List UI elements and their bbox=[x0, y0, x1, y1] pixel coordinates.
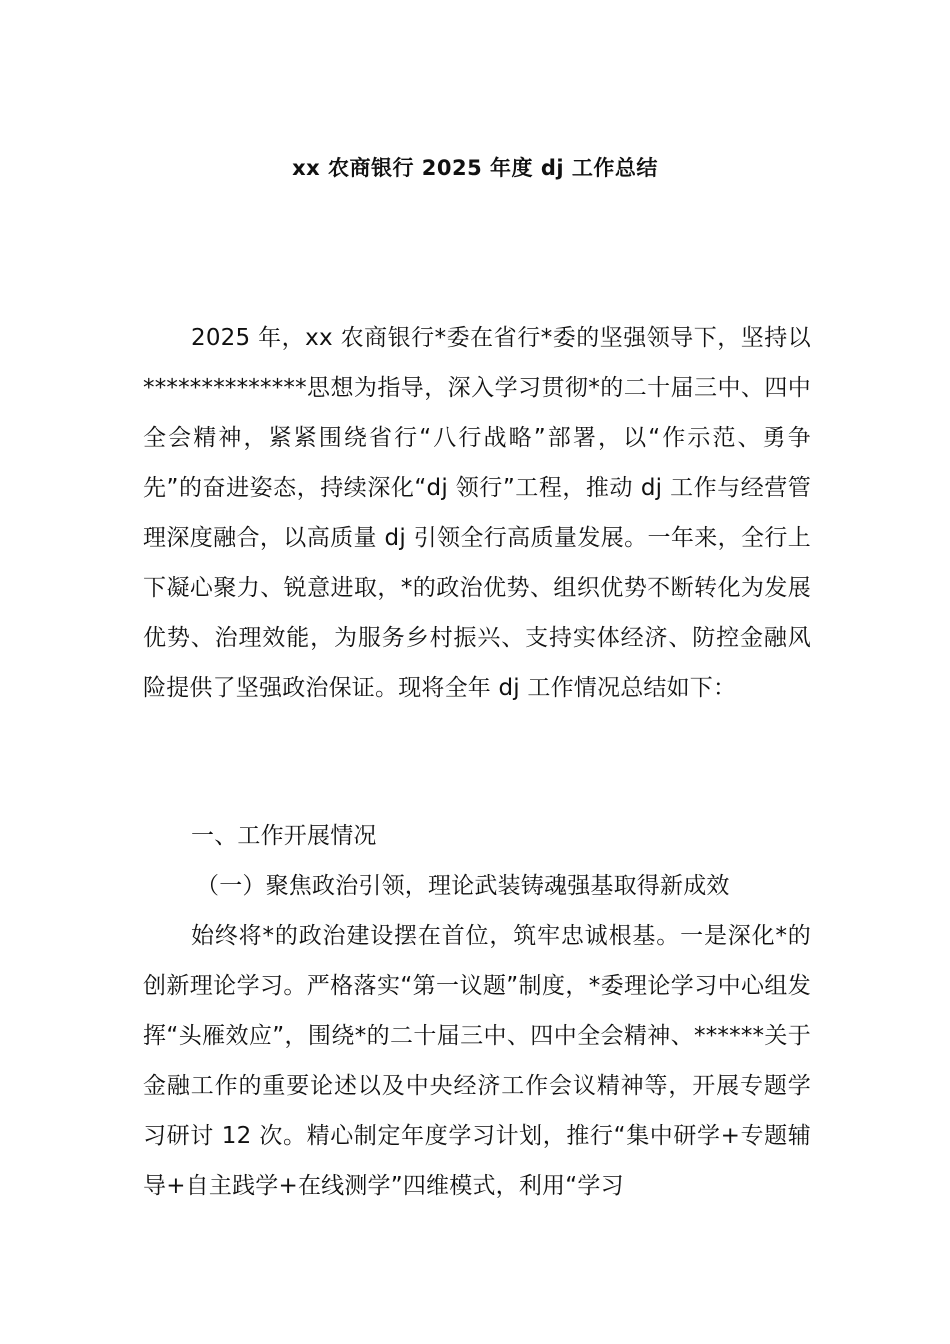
body-paragraph: 始终将*的政治建设摆在首位，筑牢忠诚根基。一是深化*的创新理论学习。严格落实“第一议题”制度，*委理论学习中心组发挥“头雁效应”，围绕*的二十届三中、四中全会精神、******关于金融工作的重要论述以及中央经济工作会议精神等，开展专题学习研讨 12 次。精心制定年度学习计划，推行“集中研学+专题辅导+自主践学+在线测学”四维模式，利用“学习 bbox=[143, 923, 811, 1199]
document-title: xx 农商银行 2025 年度 dj 工作总结 bbox=[292, 156, 658, 180]
intro-paragraph-container bbox=[143, 313, 811, 713]
section-heading: 一、工作开展情况 bbox=[191, 823, 377, 849]
intro-paragraph: 2025 年，xx 农商银行*委在省行*委的坚强领导下，坚持以**************思想为指导，深入学习贯彻*的二十届三中、四中全会精神，紧紧围绕省行“八行战略”部署，以“作示范、勇争先”的奋进姿态，持续深化“dj 领行”工程，推动 dj 工作与经营管理深度融合，以高质量 dj 引领全行高质量发展。一年来，全行上下凝心聚力、锐意进取，*的政治优势、组织优势不断转化为发展优势、治理效能，为服务乡村振兴、支持实体经济、防控金融风险提供了坚强政治保证。现将全年 dj 工作情况总结如下： bbox=[143, 325, 811, 701]
subsection-heading: （一）聚焦政治引领，理论武装铸魂强基取得新成效 bbox=[196, 873, 730, 899]
body-paragraph-container bbox=[143, 911, 811, 1211]
